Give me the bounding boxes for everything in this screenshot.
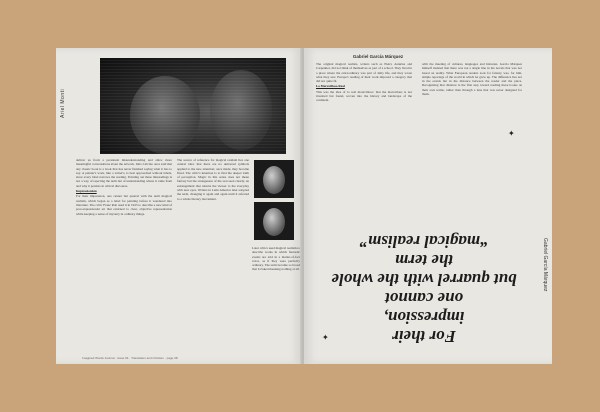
quote-line: For their: [392, 327, 456, 346]
right-page: [304, 48, 552, 364]
magazine-spread: [56, 48, 552, 364]
left-footer: Imagined Words Journal · Issue 04 · Translation and Criticism · page 38: [82, 356, 178, 360]
quote-line: one cannot: [385, 289, 463, 308]
quote-line: “magical realism”: [359, 232, 489, 251]
left-column-2: The source of reference for magical realism lies one central idea: that there are no universal symbols applied to the new attention; once made, they become fixed. The critic's intention is to find the deeper truth of perception. Magic in this sense does not mean fantasy but the strangeness of the real seen clearly, an estrangement that returns the viewer to the everyday with new eyes. Writers in Latin America later adopted the term, changing it again and again until it referred to a whole literary movement.: [177, 158, 249, 201]
left-side-label: Ariel Monti: [60, 88, 66, 118]
right-col1-text: The original magical realists, writers such as Pietri, Asturias and Carpentier, did not think of themselves as part of a school. They lived in a place where the extraordinary was part of daily life, and they wrote what they saw. Europe's reading of their work imposed a category that did not quite fit.: [316, 62, 412, 84]
quote-line: but quarrel with the whole: [331, 270, 517, 289]
left-page: [56, 48, 302, 364]
left-col1-text-b: For their impression, one cannot but quarrel with the term magical realism, which began as a label for painting before it wandered into literature. The critic Franz Roh used it in 1925 to describe a new kind of post-expressionist art that returned to clear, objective representation while keeping a sense of mystery in ordinary things.: [76, 194, 172, 216]
quote-line: the term: [394, 251, 454, 270]
right-column-2: with the meeting of cultures, languages and histories. García Márquez himself insisted that there was not a single line in his novels that was not based on reality. What European readers took for fantasy was, for him, simple reportage of the world in which he grew up. The difference lies not in the events but in the distance between the reader and the place. Recognising that distance is the first step toward reading these books on their own terms, rather than through a lens that was never designed for them.: [422, 62, 522, 97]
left-column-3: Later critics used magical realism to describe works in which fantastic events are told in a matter-of-fact voice, as if they were perfectly ordinary. The term became so broad that it risked meaning nothing at all.: [252, 246, 300, 272]
left-col1-text: deliver us from a persistent misunderstanding and allow more meaningful conversations about the artwork. Italo Calvino once said that any classic book is a book that has never finished saying what it has to say. A painter's work, like a writer's, is best approached without labels, since every label narrows the reading. Pointing out these misreadings is not a way of rejecting the term but of understanding where it came from and why it persists in critical discourse.: [76, 158, 172, 188]
right-side-label: Gabriel García Márquez: [542, 238, 548, 292]
photo-scanlines: [100, 58, 286, 154]
portrait-photo: [254, 202, 294, 240]
right-column-1: [316, 62, 412, 222]
left-subheading: Impressionism: [76, 189, 97, 194]
right-col1-text-b: This was the idea of lo real maravilloso: that the marvellous is not invented but found, woven into the history and landscape of the continent.: [316, 89, 412, 103]
header-photo: [100, 58, 286, 154]
right-subheading: Lo Maravilloso Real: [316, 84, 345, 89]
left-column-1: [76, 158, 172, 354]
portrait-head: [263, 208, 285, 236]
author-name: Gabriel García Márquez: [352, 54, 404, 59]
portrait-head: [263, 166, 285, 194]
quote-line: impression,: [383, 308, 465, 327]
diamond-ornament-icon: ✦: [508, 129, 515, 138]
portrait-photo: [254, 160, 294, 198]
pull-quote: [318, 226, 530, 346]
diamond-ornament-icon: ✦: [322, 333, 329, 342]
